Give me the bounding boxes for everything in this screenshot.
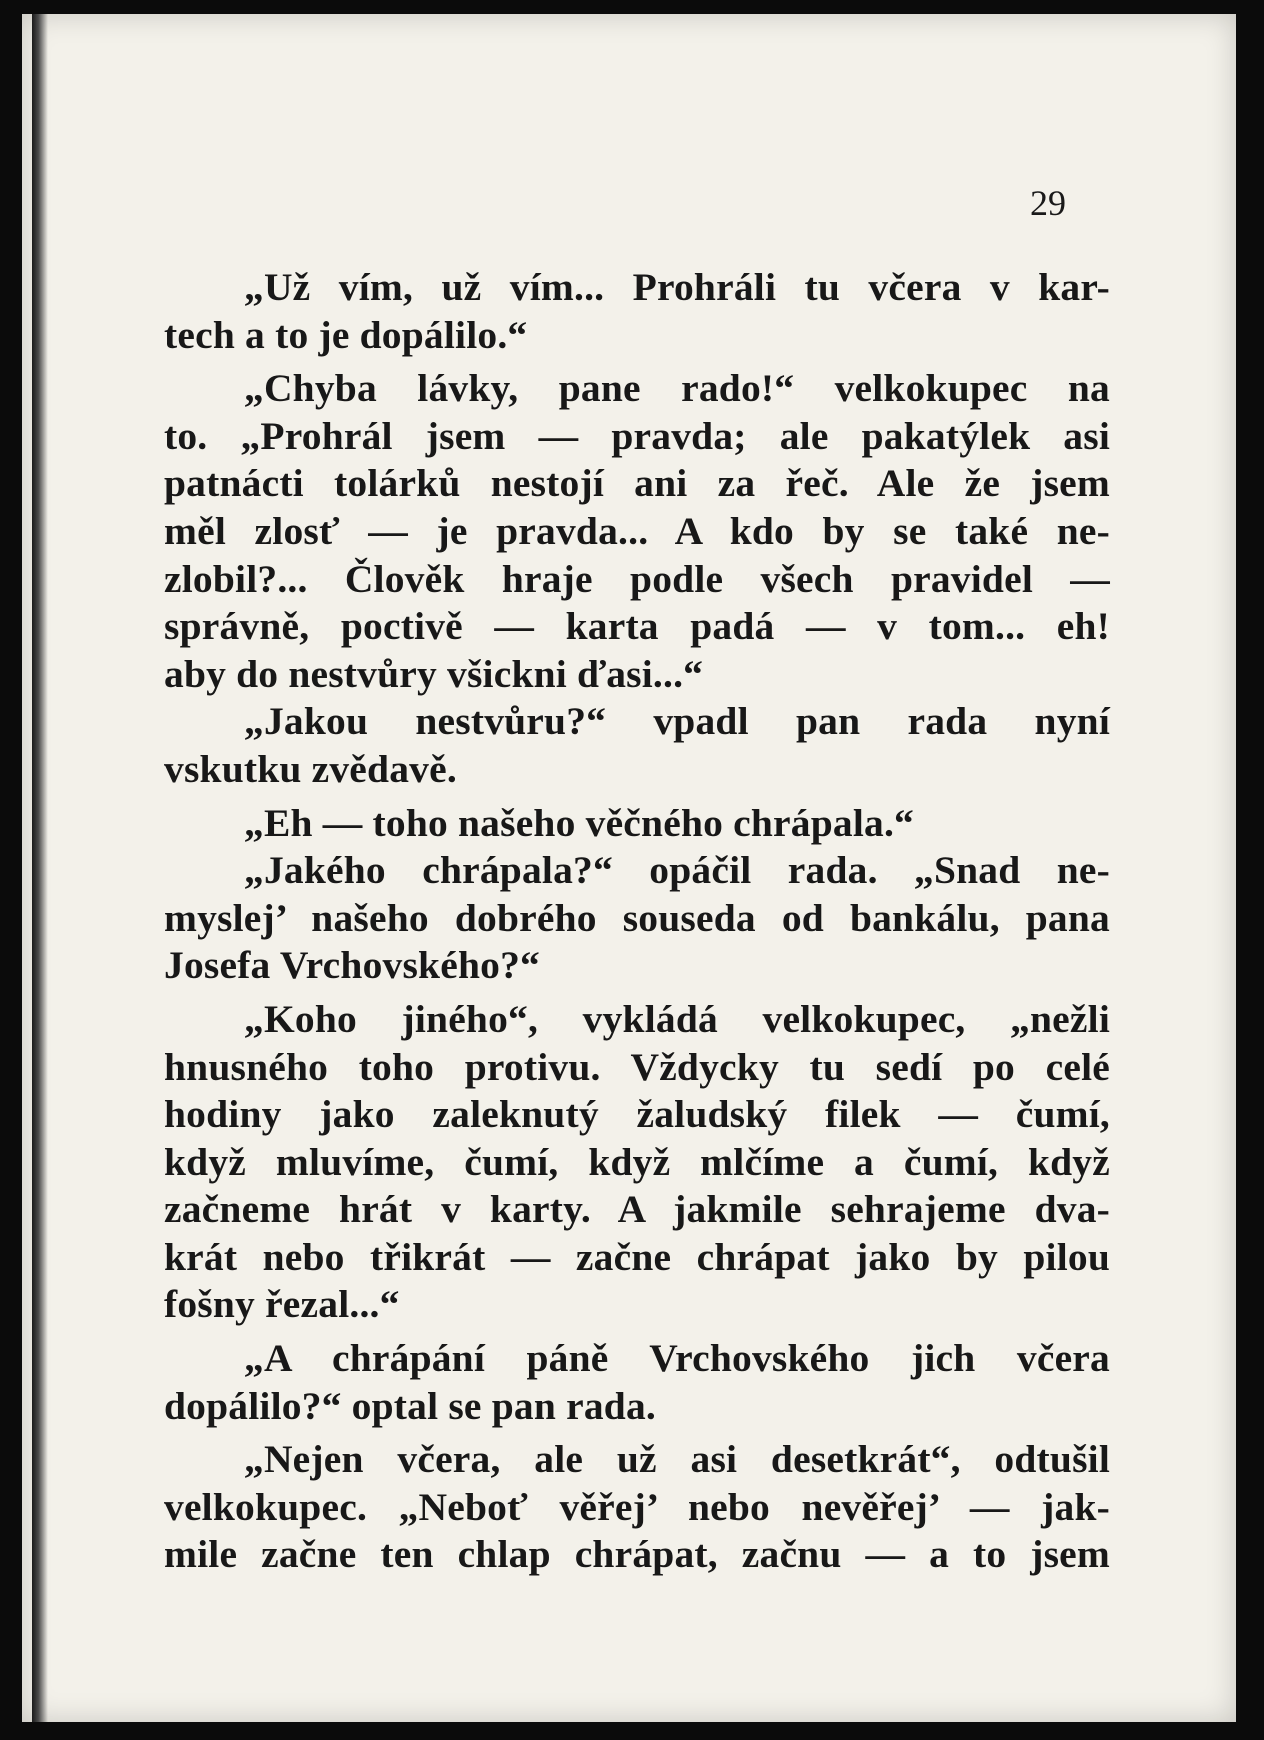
text-line: „Už vím, už vím... Prohráli tu včera v kar- — [244, 265, 1110, 309]
text-line: správně, poctivě — karta padá — v tom... eh! — [164, 604, 1110, 649]
text-line: to. „Prohrál jsem — pravda; ale pakatýlek asi — [164, 413, 1110, 458]
text-line: „Eh — toho našeho věčného chrápala.“ — [244, 800, 914, 845]
text-line: fošny řezal...“ — [164, 1282, 400, 1327]
text-line: když mluvíme, čumí, když mlčíme a čumí, když — [164, 1139, 1110, 1184]
text-line: tech a to je dopálilo.“ — [164, 312, 528, 357]
book-page — [22, 14, 1236, 1722]
text-line: dopálilo?“ optal se pan rada. — [164, 1383, 656, 1428]
text-line: vskutku zvědavě. — [164, 746, 457, 791]
page-binding-edge — [32, 14, 48, 1722]
text-line: „Koho jiného“, vykládá velkokupec, „nežli — [244, 996, 1110, 1041]
text-line: „Jakou nestvůru?“ vpadl pan rada nyní — [244, 699, 1110, 744]
text-line: „Nejen včera, ale už asi desetkrát“, odtušil — [244, 1437, 1110, 1482]
body-text — [164, 264, 1110, 1579]
text-line: myslej’ našeho dobrého souseda od bankálu, pana — [164, 895, 1110, 940]
text-line: „Chyba lávky, pane rado!“ velkokupec na — [244, 366, 1110, 411]
text-line: začneme hrát v karty. A jakmile sehrajeme dva- — [164, 1187, 1110, 1232]
text-line: Josefa Vrchovského?“ — [164, 943, 540, 988]
text-line: měl zlosť — je pravda... A kdo by se také ne- — [164, 508, 1110, 553]
text-line: mile začne ten chlap chrápat, začnu — a to jsem — [164, 1532, 1110, 1577]
text-line: patnácti tolárků nestojí ani za řeč. Ale že jsem — [164, 461, 1110, 506]
text-line: zlobil?... Člověk hraje podle všech pravidel — — [164, 556, 1110, 601]
page-number: 29 — [1030, 183, 1066, 223]
text-line: hodiny jako zaleknutý žaludský filek — čumí, — [164, 1092, 1110, 1137]
text-line: hnusného toho protivu. Vždycky tu sedí po celé — [164, 1044, 1110, 1089]
text-line: krát nebo třikrát — začne chrápat jako by pilou — [164, 1234, 1110, 1279]
text-line: „Jakého chrápala?“ opáčil rada. „Snad ne- — [244, 848, 1110, 893]
text-line: velkokupec. „Neboť věřej’ nebo nevěřej’ — jak- — [164, 1484, 1110, 1529]
text-line: aby do nestvůry všickni ďasi...“ — [164, 651, 704, 696]
text-line: „A chrápání páně Vrchovského jich včera — [244, 1336, 1110, 1381]
